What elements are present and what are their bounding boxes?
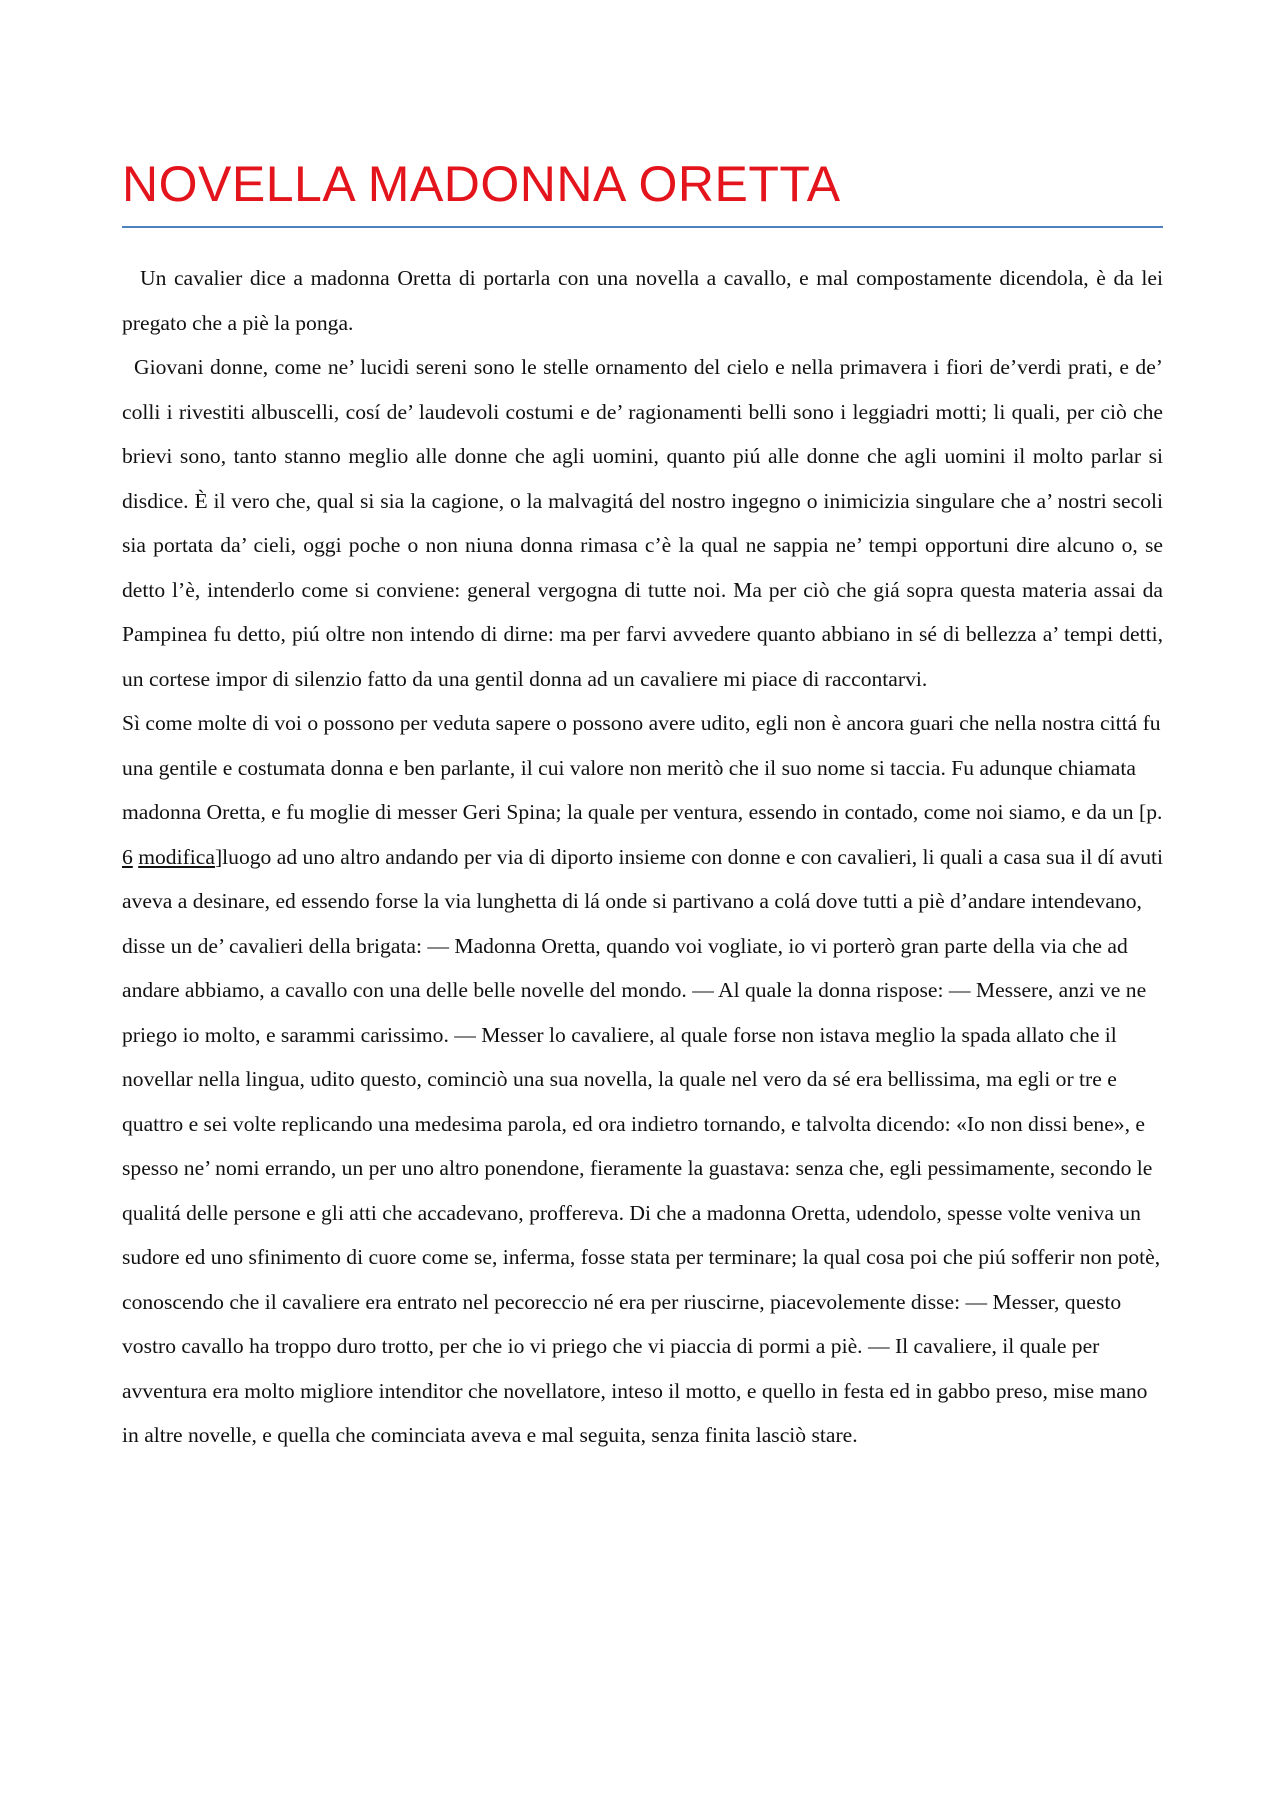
document-body bbox=[122, 256, 1163, 1458]
opening-paragraph: Giovani donne, come ne’ lucidi sereni sono le stelle ornamento del cielo e nella primavera i fiori de’verdi prati, e de’ colli i rivestiti albuscelli, cosí de’ laudevoli costumi e de’ ragionamenti belli sono i leggiadri motti; li quali, per ciò che brievi sono, tanto stanno meglio alle donne che agli uomini, quanto piú alle donne che agli uomini il molto parlar si disdice. È il vero che, qual si sia la cagione, o la malvagitá del nostro ingegno o inimicizia singulare che a’ nostri secoli sia portata da’ cieli, oggi poche o non niuna donna rimasa c’è la qual ne sappia ne’ tempi opportuni dire alcuno o, se detto l’è, intenderlo come si conviene: general vergogna di tutte noi. Ma per ciò che giá sopra questa materia assai da Pampinea fu detto, piú oltre non intendo di dirne: ma per farvi avvedere quanto abbiano in sé di bellezza a’ tempi detti, un cortese impor di silenzio fatto da una gentil donna ad un cavaliere mi piace di raccontarvi. bbox=[122, 355, 1163, 691]
page-title: NOVELLA MADONNA ORETTA bbox=[122, 150, 1163, 228]
page-number-link[interactable]: 6 bbox=[122, 844, 133, 869]
story-paragraph bbox=[122, 701, 1163, 1458]
edit-link[interactable]: modifica bbox=[138, 844, 215, 869]
story-text-after-reference: ]luogo ad uno altro andando per via di diporto insieme con donne e con cavalieri, li quali a casa sua il dí avuti aveva a desinare, ed essendo forse la via lunghetta di lá onde si partivano a colá dove tutti a piè d’andare intendevano, disse un de’ cavalieri della brigata: — Madonna Oretta, quando voi vogliate, io vi porterò gran parte della via che ad andare abbiamo, a cavallo con una delle belle novelle del mondo. — Al quale la donna rispose: — Messere, anzi ve ne priego io molto, e sarammi carissimo. — Messer lo cavaliere, al quale forse non istava meglio la spada allato che il novellar nella lingua, udito questo, cominciò una sua novella, la quale nel vero da sé era bellissima, ma egli or tre e quattro e sei volte replicando una medesima parola, ed ora indietro tornando, e talvolta dicendo: «Io non dissi bene», e spesso ne’ nomi errando, un per uno altro ponendone, fieramente la guastava: senza che, egli pessimamente, secondo le qualitá delle persone e gli atti che accadevano, proffereva. Di che a madonna Oretta, udendolo, spesse volte veniva un sudore ed uno sfinimento di cuore come se, inferma, fosse stata per terminare; la qual cosa poi che piú sofferir non potè, conoscendo che il cavaliere era entrato nel pecoreccio né era per riuscirne, piacevolemente disse: — Messer, questo vostro cavallo ha troppo duro trotto, per che io vi priego che vi piaccia di pormi a piè. — Il cavaliere, il quale per avventura era molto migliore intenditor che novellatore, inteso il motto, e quello in festa ed in gabbo preso, mise mano in altre novelle, e quella che cominciata aveva e mal seguita, senza finita lasciò stare. bbox=[122, 844, 1163, 1447]
story-text-before-reference: Sì come molte di voi o possono per veduta sapere o possono avere udito, egli non è ancora guari che nella nostra cittá fu una gentile e costumata donna e ben parlante, il cui valore non meritò che il suo nome si taccia. Fu adunque chiamata madonna Oretta, e fu moglie di messer Geri Spina; la quale per ventura, essendo in contado, come noi siamo, e da un [p. bbox=[122, 711, 1163, 824]
intro-paragraph: Un cavalier dice a madonna Oretta di portarla con una novella a cavallo, e mal compostamente dicendola, è da lei pregato che a piè la ponga. bbox=[122, 266, 1163, 335]
document-page bbox=[122, 150, 1163, 1458]
